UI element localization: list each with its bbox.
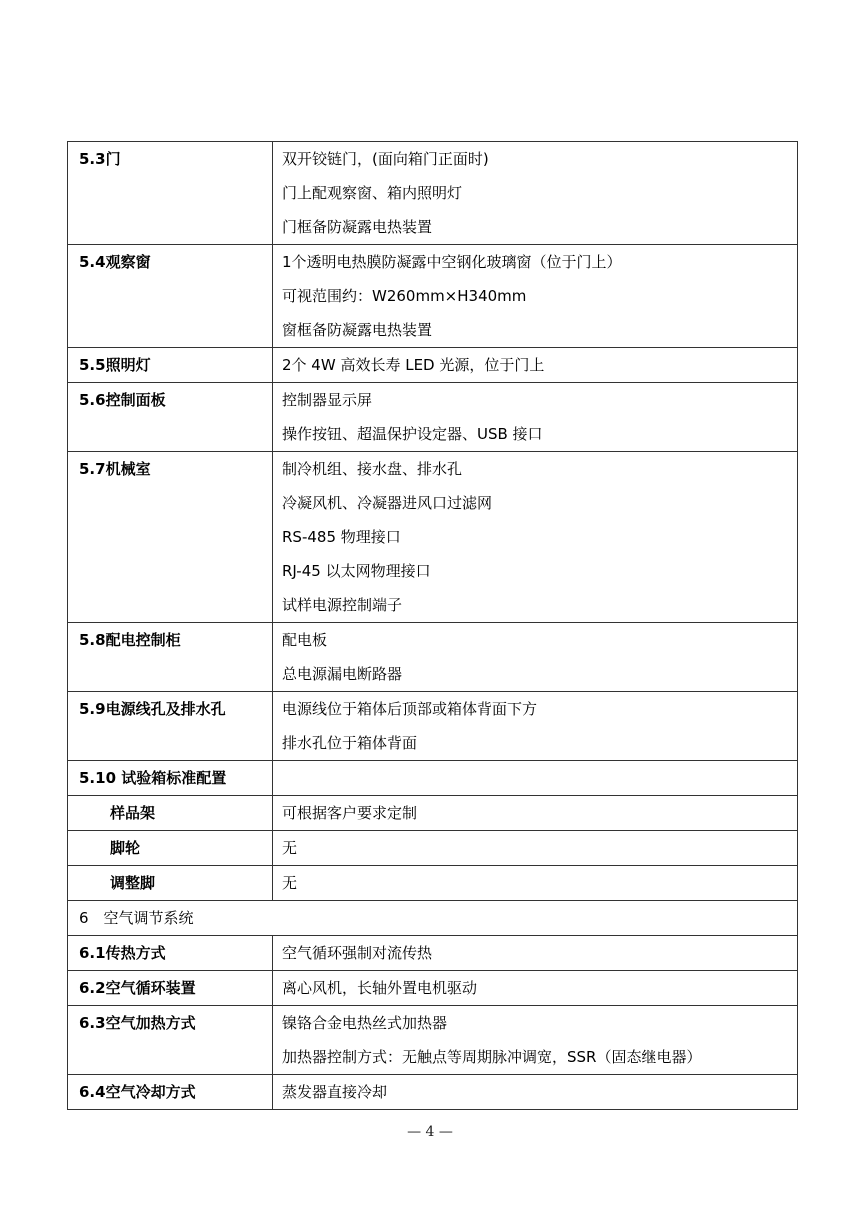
item-description-cell	[273, 971, 798, 1006]
item-name: 6.1传热方式	[79, 944, 166, 962]
table-row	[68, 971, 798, 1006]
table-row	[68, 348, 798, 383]
description-line	[273, 761, 797, 795]
item-name-cell	[68, 971, 273, 1006]
table-row	[68, 452, 798, 623]
table-row	[68, 866, 798, 901]
item-name-cell	[68, 348, 273, 383]
table-row	[68, 831, 798, 866]
item-name: 6.2空气循环装置	[79, 979, 196, 997]
item-description-cell	[273, 831, 798, 866]
description-line: 制冷机组、接水盘、排水孔	[282, 460, 463, 478]
item-description-cell	[273, 623, 798, 692]
item-name-cell	[68, 1006, 273, 1075]
item-description-cell	[273, 796, 798, 831]
table-row	[68, 245, 798, 348]
description-line: 空气循环强制对流传热	[282, 944, 433, 962]
item-name: 调整脚	[110, 874, 156, 892]
table-row	[68, 796, 798, 831]
item-name: 5.5照明灯	[79, 356, 151, 374]
item-name-cell	[68, 623, 273, 692]
description-line: 门上配观察窗、箱内照明灯	[282, 184, 463, 202]
description-line: 加热器控制方式：无触点等周期脉冲调宽，SSR（固态继电器）	[282, 1048, 702, 1066]
item-name-cell	[68, 866, 273, 901]
description-line: 窗框备防凝露电热装置	[282, 321, 433, 339]
description-line: 2个 4W 高效长寿 LED 光源，位于门上	[282, 356, 545, 374]
item-name: 5.8配电控制柜	[79, 631, 181, 649]
spec-table-body	[68, 142, 798, 1110]
item-name-cell	[68, 383, 273, 452]
item-name-cell	[68, 796, 273, 831]
description-line: 1个透明电热膜防凝露中空钢化玻璃窗（位于门上）	[282, 253, 622, 271]
section-heading-cell	[68, 901, 798, 936]
item-name: 脚轮	[110, 839, 141, 857]
item-name-cell	[68, 936, 273, 971]
table-row	[68, 142, 798, 245]
table-row	[68, 383, 798, 452]
item-description-cell	[273, 1006, 798, 1075]
description-line: 试样电源控制端子	[282, 596, 403, 614]
description-line: 无	[282, 874, 298, 892]
item-name-cell	[68, 692, 273, 761]
table-row	[68, 1075, 798, 1110]
item-name: 5.7机械室	[79, 460, 151, 478]
table-row	[68, 623, 798, 692]
item-name-cell	[68, 452, 273, 623]
item-description-cell	[273, 348, 798, 383]
description-line: RS-485 物理接口	[282, 528, 401, 546]
section-heading: 6 空气调节系统	[79, 909, 194, 927]
item-description-cell	[273, 142, 798, 245]
item-name-cell	[68, 761, 273, 796]
item-name-cell	[68, 245, 273, 348]
description-line: 总电源漏电断路器	[282, 665, 403, 683]
item-name-cell	[68, 831, 273, 866]
item-description-cell	[273, 866, 798, 901]
item-description-cell	[273, 692, 798, 761]
description-line: 操作按钮、超温保护设定器、USB 接口	[282, 425, 543, 443]
item-name: 5.3门	[79, 150, 121, 168]
item-description-cell	[273, 761, 798, 796]
section-row	[68, 901, 798, 936]
item-name-cell	[68, 1075, 273, 1110]
table-row	[68, 936, 798, 971]
table-row	[68, 692, 798, 761]
description-line: 镍铬合金电热丝式加热器	[282, 1014, 448, 1032]
item-description-cell	[273, 1075, 798, 1110]
item-name: 5.6控制面板	[79, 391, 166, 409]
description-line: 双开铰链门，(面向箱门正面时)	[282, 150, 489, 168]
description-line: RJ-45 以太网物理接口	[282, 562, 431, 580]
item-name: 5.10 试验箱标准配置	[79, 769, 227, 787]
description-line: 门框备防凝露电热装置	[282, 218, 433, 236]
item-name: 样品架	[110, 804, 156, 822]
page-number: — 4 —	[407, 1124, 453, 1140]
item-name: 6.3空气加热方式	[79, 1014, 196, 1032]
description-line: 离心风机，长轴外置电机驱动	[282, 979, 478, 997]
spec-table	[67, 141, 798, 1110]
description-line: 可根据客户要求定制	[282, 804, 418, 822]
description-line: 电源线位于箱体后顶部或箱体背面下方	[282, 700, 538, 718]
description-line: 冷凝风机、冷凝器进风口过滤网	[282, 494, 493, 512]
description-line: 排水孔位于箱体背面	[282, 734, 418, 752]
item-description-cell	[273, 383, 798, 452]
description-line: 无	[282, 839, 298, 857]
description-line: 配电板	[282, 631, 328, 649]
item-description-cell	[273, 245, 798, 348]
description-line: 可视范围约：W260mm×H340mm	[282, 287, 527, 305]
item-description-cell	[273, 452, 798, 623]
item-name: 5.9电源线孔及排水孔	[79, 700, 226, 718]
item-description-cell	[273, 936, 798, 971]
item-name: 6.4空气冷却方式	[79, 1083, 196, 1101]
item-name: 5.4观察窗	[79, 253, 151, 271]
table-row	[68, 1006, 798, 1075]
description-line: 控制器显示屏	[282, 391, 373, 409]
item-name-cell	[68, 142, 273, 245]
description-line: 蒸发器直接冷却	[282, 1083, 388, 1101]
table-row	[68, 761, 798, 796]
